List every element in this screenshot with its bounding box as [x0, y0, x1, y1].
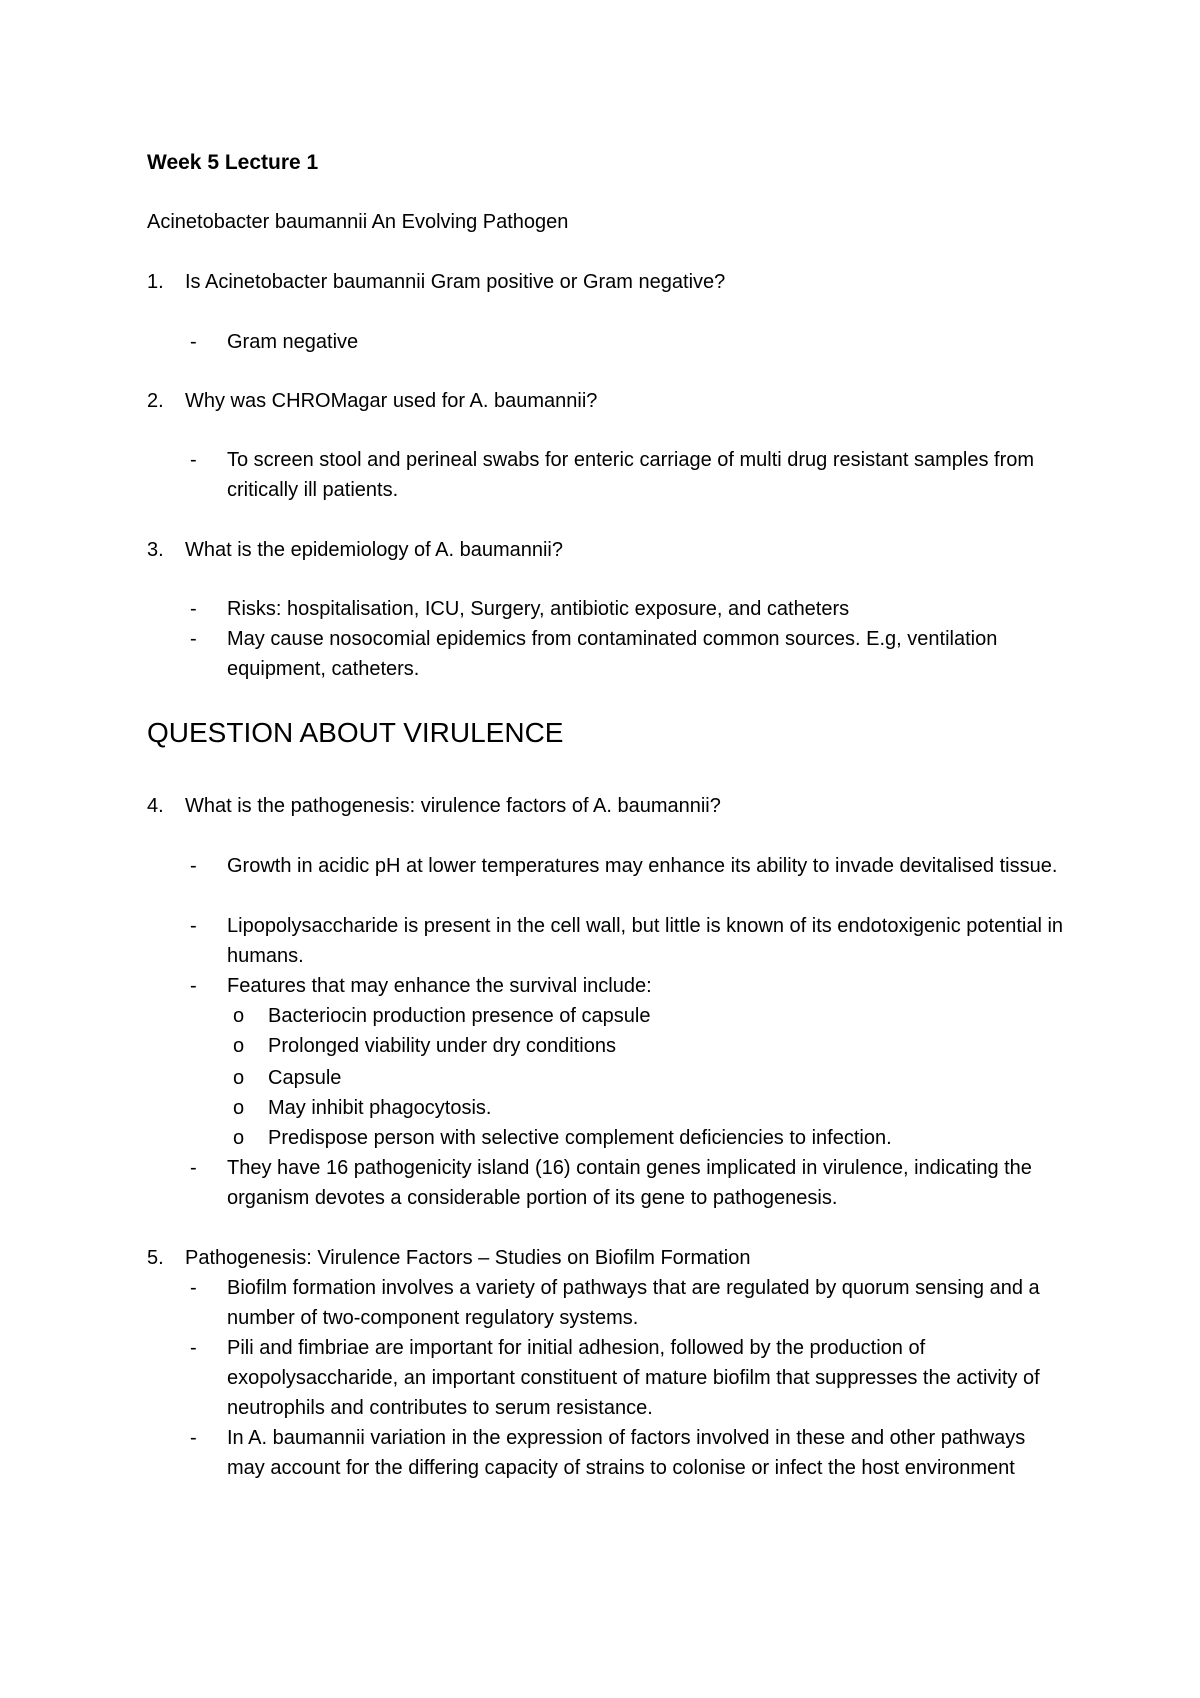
question-text: What is the pathogenesis: virulence factors of A. baumannii?: [185, 795, 721, 817]
dash-marker: -: [190, 1427, 197, 1449]
answer-text: Gram negative: [227, 331, 359, 353]
sub-bullet-text: Prolonged viability under dry conditions: [268, 1035, 616, 1057]
dash-marker: -: [190, 331, 197, 353]
answer-text: Features that may enhance the survival include:: [227, 975, 652, 997]
circle-bullet-marker: o: [233, 1127, 245, 1149]
answer-text: Growth in acidic pH at lower temperatures may enhance its ability to invade devitalised tissue.: [227, 855, 1058, 877]
question-text: Why was CHROMagar used for A. baumannii?: [185, 390, 598, 412]
question-number: 2.: [147, 390, 164, 412]
dash-marker: -: [190, 1337, 197, 1359]
lecture-subtitle: Acinetobacter baumannii An Evolving Pathogen: [147, 211, 569, 233]
dash-marker: -: [190, 855, 197, 877]
answer-text: They have 16 pathogenicity island (16) contain genes implicated in virulence, indicating the organism devotes a considerable portion of its gene to pathogenesis.: [227, 1157, 1032, 1209]
answer-text: Lipopolysaccharide is present in the cell wall, but little is known of its endotoxigenic potential in humans.: [227, 915, 1064, 967]
sub-bullet-text: Predispose person with selective complement deficiencies to infection.: [268, 1127, 892, 1149]
question-number: 4.: [147, 795, 164, 817]
sub-bullet-text: May inhibit phagocytosis.: [268, 1097, 492, 1119]
dash-marker: -: [190, 975, 197, 997]
circle-bullet-marker: o: [233, 1005, 245, 1027]
question-text: Is Acinetobacter baumannii Gram positive or Gram negative?: [185, 271, 726, 293]
lecture-title: Week 5 Lecture 1: [147, 151, 319, 174]
circle-bullet-marker: o: [233, 1097, 245, 1119]
question-text: Pathogenesis: Virulence Factors – Studies on Biofilm Formation: [185, 1247, 751, 1269]
question-number: 5.: [147, 1247, 164, 1269]
circle-bullet-marker: o: [233, 1035, 245, 1057]
dash-marker: -: [190, 449, 197, 471]
answer-text: Biofilm formation involves a variety of pathways that are regulated by quorum sensing and a number of two-component regulatory systems.: [227, 1277, 1040, 1329]
dash-marker: -: [190, 628, 197, 650]
dash-marker: -: [190, 598, 197, 620]
dash-marker: -: [190, 1277, 197, 1299]
answer-text: May cause nosocomial epidemics from contaminated common sources. E.g, ventilation equipment, catheters.: [227, 628, 998, 680]
answer-text: Risks: hospitalisation, ICU, Surgery, antibiotic exposure, and catheters: [227, 598, 850, 620]
question-number: 1.: [147, 271, 164, 293]
circle-bullet-marker: o: [233, 1067, 245, 1089]
question-number: 3.: [147, 539, 164, 561]
sub-bullet-text: Capsule: [268, 1067, 342, 1089]
question-text: What is the epidemiology of A. baumannii?: [185, 539, 563, 561]
answer-text: Pili and fimbriae are important for initial adhesion, followed by the production of exopolysaccharide, an important constituent of mature biofilm that suppresses the activity of neutrophils and contributes to serum resistance.: [227, 1337, 1040, 1419]
section-heading: QUESTION ABOUT VIRULENCE: [147, 717, 564, 748]
dash-marker: -: [190, 1157, 197, 1179]
answer-text: To screen stool and perineal swabs for enteric carriage of multi drug resistant samples from critically ill patients.: [227, 449, 1035, 501]
sub-bullet-text: Bacteriocin production presence of capsule: [268, 1005, 651, 1027]
dash-marker: -: [190, 915, 197, 937]
answer-text: In A. baumannii variation in the expression of factors involved in these and other pathways may account for the differing capacity of strains to colonise or infect the host environment: [227, 1427, 1026, 1479]
